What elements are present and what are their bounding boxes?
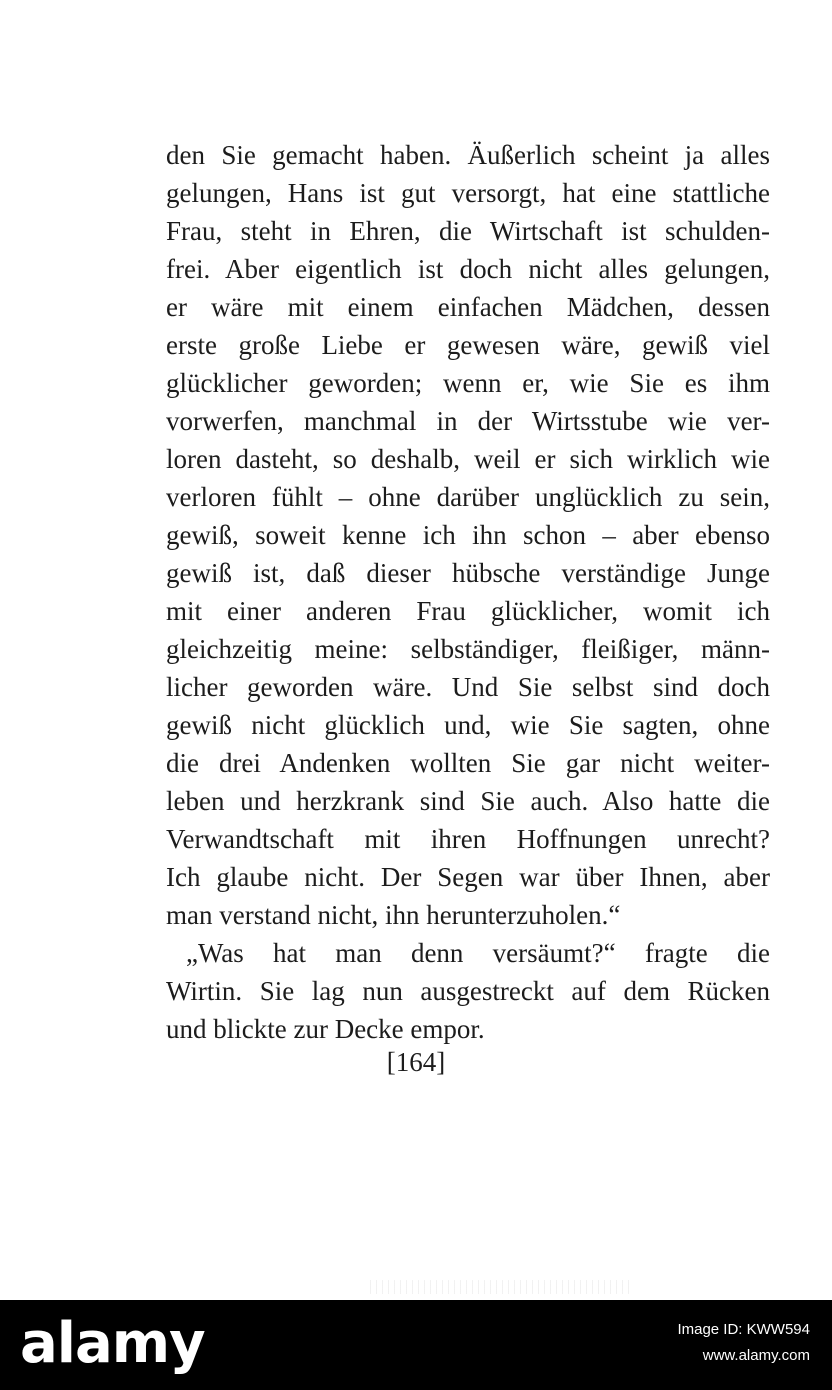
image-id-label: Image ID: KWW594	[677, 1321, 810, 1338]
text-line: gewiß nicht glücklich und, wie Sie sagten, ohne	[166, 710, 770, 740]
site-url: www.alamy.com	[702, 1347, 810, 1364]
scan-artifact	[370, 1280, 630, 1294]
text-line: mit einer anderen Frau glücklicher, womit ich	[166, 596, 770, 626]
text-line: loren dasteht, so deshalb, weil er sich wirklich wie	[166, 444, 770, 474]
body-text	[166, 136, 770, 1048]
text-line: vorwerfen, manchmal in der Wirtsstube wie ver-	[166, 406, 770, 436]
text-line: gewiß ist, daß dieser hübsche verständige Junge	[166, 558, 770, 588]
text-line: man verstand nicht, ihn herunterzuholen.“	[166, 900, 621, 930]
text-line: Frau, steht in Ehren, die Wirtschaft ist schulden-	[166, 216, 770, 246]
text-line: und blickte zur Decke empor.	[166, 1014, 485, 1044]
text-line: gelungen, Hans ist gut versorgt, hat eine stattliche	[166, 178, 770, 208]
text-line: frei. Aber eigentlich ist doch nicht alles gelungen,	[166, 254, 770, 284]
text-line: Verwandtschaft mit ihren Hoffnungen unrecht?	[166, 824, 770, 854]
text-line: leben und herzkrank sind Sie auch. Also hatte die	[166, 786, 770, 816]
text-line: gewiß, soweit kenne ich ihn schon – aber ebenso	[166, 520, 770, 550]
watermark-bar	[0, 1300, 832, 1390]
text-line: er wäre mit einem einfachen Mädchen, dessen	[166, 292, 770, 322]
text-line: Wirtin. Sie lag nun ausgestreckt auf dem Rücken	[166, 976, 770, 1006]
brand-logo: alamy	[20, 1311, 205, 1376]
text-line: Ich glaube nicht. Der Segen war über Ihnen, aber	[166, 862, 770, 892]
text-line: glücklicher geworden; wenn er, wie Sie es ihm	[166, 368, 770, 398]
text-line: licher geworden wäre. Und Sie selbst sind doch	[166, 672, 770, 702]
text-line: die drei Andenken wollten Sie gar nicht weiter-	[166, 748, 770, 778]
text-line: verloren fühlt – ohne darüber unglücklich zu sein,	[166, 482, 770, 512]
text-line: „Was hat man denn versäumt?“ fragte die	[186, 938, 770, 968]
text-line: den Sie gemacht haben. Äußerlich scheint ja alles	[166, 140, 770, 170]
text-line: erste große Liebe er gewesen wäre, gewiß viel	[166, 330, 770, 360]
page-number: [164]	[386, 1047, 446, 1077]
text-line: gleichzeitig meine: selbständiger, fleißiger, männ-	[166, 634, 770, 664]
